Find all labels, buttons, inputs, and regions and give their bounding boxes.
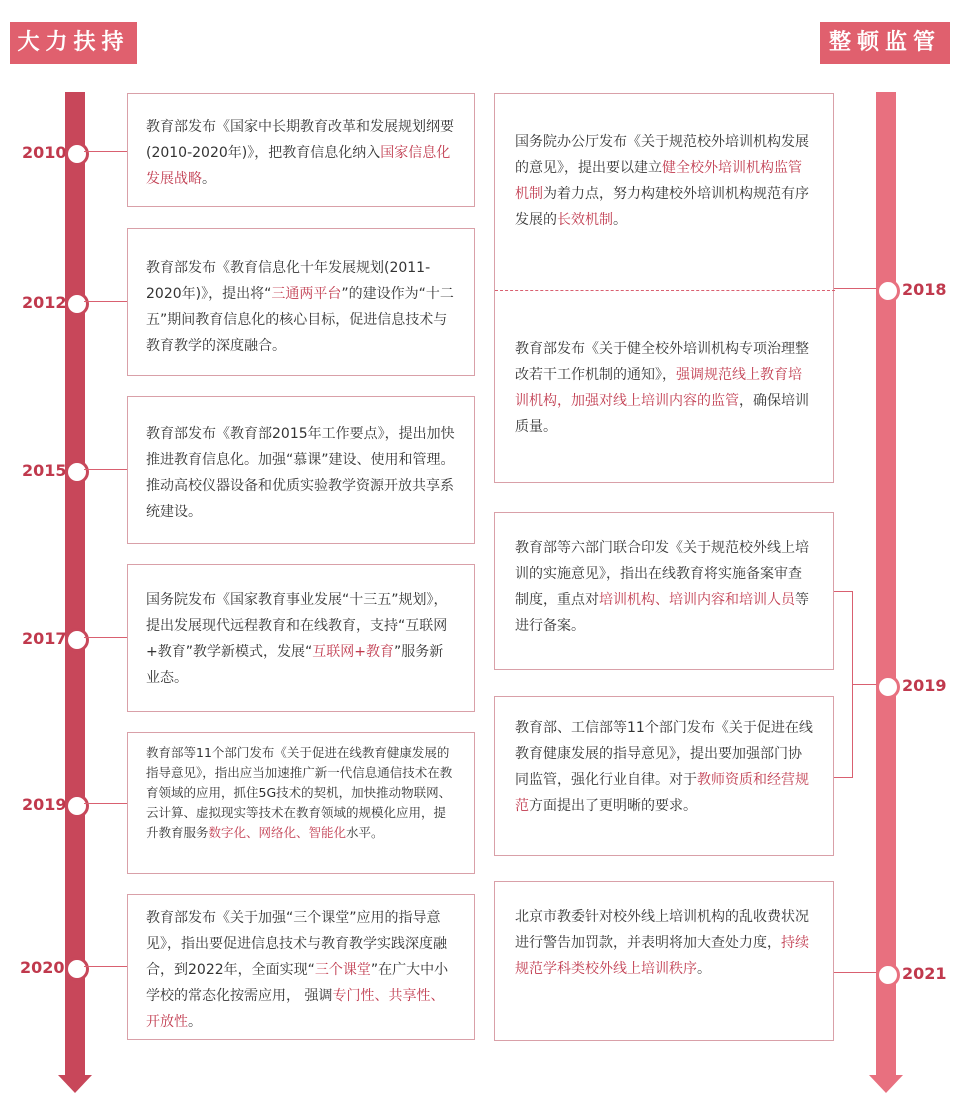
timeline-dot [879, 282, 897, 300]
event-box [127, 396, 475, 544]
text-segment: 方面提出了更明晰的要求。 [529, 798, 697, 814]
bracket-top [834, 591, 852, 592]
event-box [127, 564, 475, 712]
divider-dashed [495, 290, 835, 291]
text-segment: ”的建设作为“十二五”期间教育信息化的核心目标，促进信息技术与教育教学的深度融合。 [146, 286, 454, 354]
event-text [146, 114, 456, 192]
year-label: 2015 [22, 461, 67, 480]
timeline-dot [68, 145, 86, 163]
timeline-dot [68, 295, 86, 313]
event-text [146, 905, 456, 1035]
highlight-text: 三个课堂 [314, 962, 371, 978]
text-segment: ，确保培训质量。 [515, 393, 809, 435]
connector-line [84, 803, 128, 804]
event-box [127, 894, 475, 1040]
left-header: 大力扶持 [10, 22, 137, 64]
text-segment: 教育部发布《教育信息化十年发展规划(2011-2020年)》，提出将“ [146, 260, 431, 302]
highlight-text: 持续规范学科类校外线上培训秩序 [515, 935, 809, 977]
highlight-text: 三通两平台 [271, 286, 342, 302]
event-text-a [515, 129, 815, 233]
timeline-dot [68, 631, 86, 649]
timeline-dot [879, 966, 897, 984]
timeline-dot [68, 463, 86, 481]
text-segment: 国务院发布《国家教育事业发展“十三五”规划》，提出发展现代远程教育和在线教育，支持“互联网+教育”教学新模式，发展“ [146, 592, 448, 660]
year-label: 2019 [902, 676, 947, 695]
timeline-dot [879, 678, 897, 696]
year-label: 2021 [902, 964, 947, 983]
connector-line [84, 966, 128, 967]
connector-line [84, 151, 128, 152]
event-box [127, 732, 475, 874]
left-timeline-arrow [58, 1075, 92, 1093]
text-segment: 教育部等六部门联合印发《关于规范校外线上培训的实施意见》，指出在线教育将实施备案审查制度，重点对 [515, 540, 809, 608]
text-segment: ”服务新业态。 [146, 644, 444, 686]
highlight-text: 国家信息化发展战略 [146, 145, 451, 187]
connector-line [852, 684, 880, 685]
event-box-b [494, 696, 834, 856]
event-box [127, 228, 475, 376]
event-box [127, 93, 475, 207]
text-segment: 教育部发布《国家中长期教育改革和发展规划纲要(2010-2020年)》，把教育信息化纳入 [146, 119, 454, 161]
year-label: 2010 [22, 143, 67, 162]
highlight-text: 强调规范线上教育培训机构，加强对线上培训内容的监管 [515, 367, 802, 409]
right-header: 整顿监管 [820, 22, 950, 64]
text-segment: 北京市教委针对校外线上培训机构的乱收费状况进行警告加罚款，并表明将加大查处力度， [515, 909, 809, 951]
text-segment: 教育部发布《教育部2015年工作要点》，提出加快推进教育信息化。加强“慕课”建设、使用和管理。推动高校仪器设备和优质实验教学资源开放共享系统建设。 [146, 426, 455, 520]
year-label: 2019 [22, 795, 67, 814]
text-segment: 国务院办公厅发布《关于规范校外培训机构发展的意见》，提出要以建立 [515, 134, 809, 176]
year-label: 2017 [22, 629, 67, 648]
highlight-text: 互联网+教育 [312, 644, 394, 660]
text-segment: 教育部等11个部门发布《关于促进在线教育健康发展的指导意见》，指出应当加速推广新一代信息通信技术在教育领域的应用，抓住5G技术的契机，加快推动物联网、云计算、虚拟现实等技术在教育领域的规模化应用，提升教育服务 [146, 745, 453, 840]
text-segment: 教育部、工信部等11个部门发布《关于促进在线教育健康发展的指导意见》，提出要加强部门协同监管，强化行业自律。对于 [515, 720, 813, 788]
right-timeline-arrow [869, 1075, 903, 1093]
timeline-dot [68, 797, 86, 815]
event-text [146, 421, 456, 525]
text-segment: 等进行备案。 [515, 592, 809, 634]
text-segment: 。 [613, 212, 627, 228]
connector-line [84, 637, 128, 638]
connector-line [834, 972, 880, 973]
connector-line [84, 301, 128, 302]
highlight-text: 健全校外培训机构监管机制 [515, 160, 802, 202]
event-text-b [515, 336, 815, 440]
text-segment: 。 [188, 1014, 202, 1030]
highlight-text: 数字化、网络化、智能化 [208, 825, 347, 840]
event-text [146, 587, 456, 691]
timeline-dot [68, 960, 86, 978]
highlight-text: 培训机构、培训内容和培训人员 [599, 592, 795, 608]
event-text-a [515, 535, 813, 639]
text-segment: 。 [697, 961, 711, 977]
bracket-bottom [834, 777, 852, 778]
year-label: 2012 [22, 293, 67, 312]
year-label: 2020 [20, 958, 65, 977]
text-segment: ”在广大中小学校的常态化按需应用， 强调 [146, 962, 449, 1004]
text-segment: 为着力点，努力构建校外培训机构规范有序发展的 [515, 186, 809, 228]
event-text [515, 904, 813, 982]
highlight-text: 长效机制 [557, 212, 613, 228]
event-text-b [515, 715, 813, 819]
year-label: 2018 [902, 280, 947, 299]
event-text [146, 255, 456, 359]
connector-line [834, 288, 880, 289]
right-timeline-bar [876, 92, 896, 1082]
event-text [146, 743, 456, 843]
left-timeline-bar [65, 92, 85, 1082]
connector-line [84, 469, 128, 470]
text-segment: 水平。 [346, 825, 384, 840]
highlight-text: 专门性、共享性、开放性 [146, 988, 445, 1030]
text-segment: 教育部发布《关于健全校外培训机构专项治理整改若干工作机制的通知》， [515, 341, 809, 383]
text-segment: 教育部发布《关于加强“三个课堂”应用的指导意见》，指出要促进信息技术与教育教学实践深度融合，到2022年，全面实现“ [146, 910, 447, 978]
event-box [494, 881, 834, 1041]
text-segment: 。 [202, 171, 216, 187]
event-box [494, 93, 834, 483]
event-box-a [494, 512, 834, 670]
highlight-text: 教师资质和经营规范 [515, 772, 809, 814]
